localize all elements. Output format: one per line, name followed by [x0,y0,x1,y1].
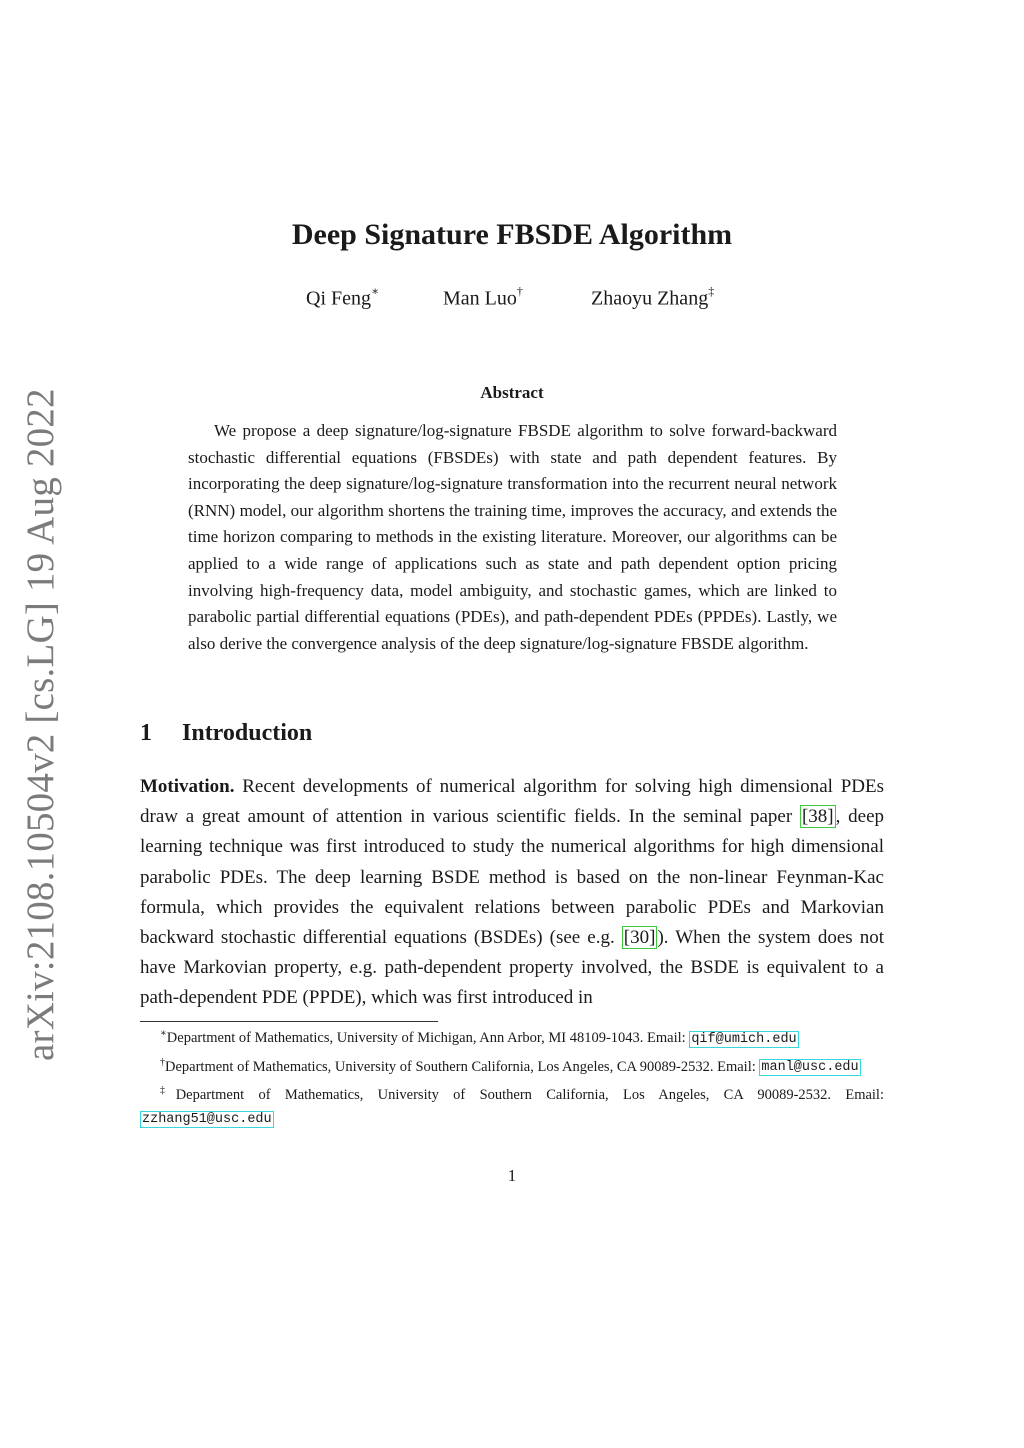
author-footnote-mark: ∗ [371,284,380,298]
abstract-heading: Abstract [480,383,544,402]
footnote [140,1052,884,1081]
arxiv-identifier-stamp: arXiv:2108.10504v2 [cs.LG] 19 Aug 2022 [19,388,62,1061]
paper-title: Deep Signature FBSDE Algorithm [291,218,733,251]
section-title: Introduction [182,720,313,746]
email-link[interactable]: qif@umich.edu [691,1031,797,1047]
page-number: 1 [507,1166,517,1185]
author-footnote-mark: ‡ [708,284,715,298]
section-heading [140,720,312,747]
author-list [0,286,1024,316]
email-link[interactable]: manl@usc.edu [761,1060,859,1076]
author-name: Man Luo [443,287,517,310]
author-1 [306,286,379,311]
abstract-text: We propose a deep signature/log-signature FBSDE algorithm to solve forward-backward stochastic differential equations (FBSDEs) with state and path dependent features. By incorporating the deep signature/log-signature transformation into the recurrent neural network (RNN) model, our algorithm shortens the training time, improves the accuracy, and extends the time horizon comparing to methods in the existing literature. Moreover, our algorithms can be applied to a wide range of applications such as state and path dependent option pricing involving high-frequency data, model ambiguity, and stochastic games, which are linked to parabolic partial differential equations (PDEs), and path-dependent PDEs (PPDEs). Lastly, we also derive the convergence analysis of the deep signature/log-signature FBSDE algorithm. [188,421,837,653]
footnote-text: Department of Mathematics, University of Southern California, Los Angeles, CA 90089-2532. Email: [175,1087,884,1104]
footnote [140,1023,884,1052]
footnote-text: Department of Mathematics, University of Michigan, Ann Arbor, MI 48109-1043. Email: [166,1029,690,1046]
citation-link[interactable]: [38] [801,806,834,828]
author-name: Zhaoyu Zhang [591,287,709,310]
body-text-part: ). When the system does not have Markovian property, e.g. path-dependent property involved, the BSDE is equivalent to a path-dependent PDE (PPDE), which was first introduced in [140,927,884,1009]
body-text-part: , deep learning technique was first introduced to study the numerical algorithms for high dimensional parabolic PDEs. The deep learning BSDE method is based on the non-linear Feynman-Kac formula, which provides the equivalent relations between parabolic PDEs and Markovian backward stochastic differential equations (BSDEs) (see e.g. [140,806,885,949]
footnote-mark: ‡ [160,1085,176,1097]
body-text-part: Recent developments of numerical algorithm for solving high dimensional PDEs draw a great amount of attention in various scientific fields. In the seminal paper [140,776,884,828]
body-paragraph [140,772,884,1014]
author-footnote-mark: † [516,284,523,298]
paragraph-lead: Motivation. [140,776,235,797]
section-number: 1 [140,720,152,746]
footnote-text: Department of Mathematics, University of Southern California, Los Angeles, CA 90089-2532. Email: [165,1058,760,1075]
author-3 [591,286,714,311]
footnotes [140,1023,884,1132]
footnote-mark: † [160,1056,165,1068]
footnote-rule [140,1021,438,1022]
author-name: Qi Feng [306,287,371,310]
footnote-mark: ∗ [160,1028,167,1039]
footnote [140,1080,884,1131]
email-link[interactable]: zzhang51@usc.edu [142,1111,272,1127]
author-2 [443,286,523,311]
citation-link[interactable]: [30] [623,927,656,949]
